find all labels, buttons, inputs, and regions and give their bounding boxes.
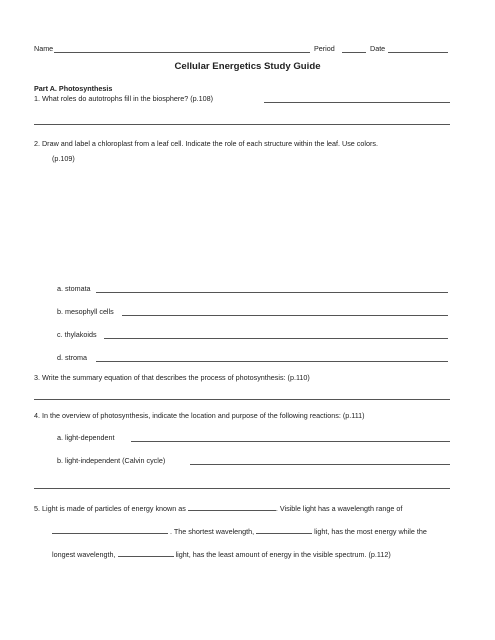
date-label: Date [370,44,386,53]
part-a-heading: Part A. Photosynthesis [34,84,113,93]
q2-item-thylakoids: c. thylakoids [57,330,97,339]
q2-item-stroma: d. stroma [57,353,87,362]
q1-answer-line-2[interactable] [34,124,450,125]
question-3: 3. Write the summary equation of that describes the process of photosynthesis: (p.110) [34,373,310,382]
question-2: 2. Draw and label a chloroplast from a leaf cell. Indicate the role of each structure within the leaf. Use colors. [34,139,378,148]
q5-text-6: light, has the least amount of energy in the visible spectrum. (p.112) [175,550,391,559]
thylakoids-answer-line[interactable] [104,338,448,339]
period-label: Period [314,44,335,53]
q1-answer-line-1[interactable] [264,102,450,103]
q5-text-1: 5. Light is made of particles of energy known as [34,504,186,513]
stomata-answer-line[interactable] [96,292,448,293]
chloroplast-drawing-area[interactable] [52,168,450,276]
q4-answer-line-extra[interactable] [34,488,450,489]
question-5-line-1 [34,503,402,513]
name-label: Name [34,44,54,53]
light-dependent-answer-line[interactable] [131,441,450,442]
q5-text-2: . Visible light has a wavelength range of [275,504,403,513]
q3-answer-line[interactable] [34,399,450,400]
q5-text-3: . The shortest wavelength, [170,527,255,536]
date-blank[interactable] [388,52,448,53]
photons-blank[interactable] [188,503,276,511]
q5-text-4: light, has the most energy while the [314,527,427,536]
question-1: 1. What roles do autotrophs fill in the biosphere? (p.108) [34,94,213,103]
name-blank[interactable] [54,52,310,53]
question-5-line-3 [52,549,391,559]
mesophyll-answer-line[interactable] [122,315,448,316]
q2-item-stomata: a. stomata [57,284,91,293]
wavelength-range-blank[interactable] [52,526,168,534]
question-5-line-2 [52,526,427,536]
question-2-page: (p.109) [52,154,75,163]
question-4: 4. In the overview of photosynthesis, indicate the location and purpose of the following reactions: (p.111) [34,411,365,420]
period-blank[interactable] [342,52,366,53]
light-independent-answer-line[interactable] [190,464,450,465]
longest-wavelength-blank[interactable] [118,549,174,557]
q4-item-light-independent: b. light-independent (Calvin cycle) [57,456,166,465]
q4-item-light-dependent: a. light-dependent [57,433,115,442]
q5-text-5: longest wavelength, [52,550,116,559]
page-title: Cellular Energetics Study Guide [174,61,321,72]
shortest-wavelength-blank[interactable] [256,526,312,534]
stroma-answer-line[interactable] [96,361,448,362]
q2-item-mesophyll: b. mesophyll cells [57,307,114,316]
